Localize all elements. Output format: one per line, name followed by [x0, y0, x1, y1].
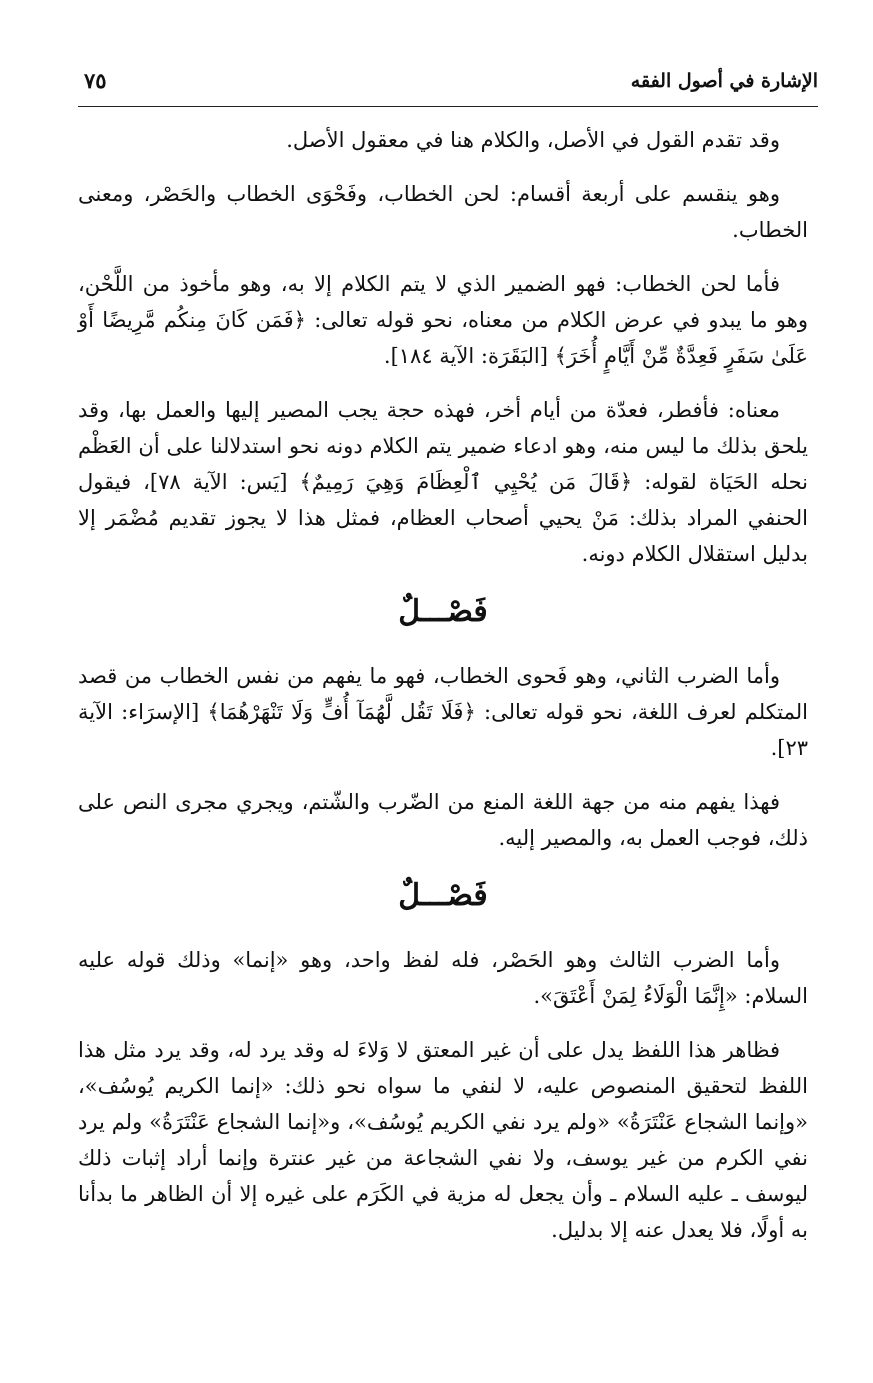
paragraph: فظاهر هذا اللفظ يدل على أن غير المعتق لا وَلاءَ له وقد يرد له، وقد يرد مثل هذا اللفظ لتحقيق المنصوص عليه، لا لنفي ما سواه نحو ذلك: «إنما الكريم يُوسُف»، «وإنما الشجاع عَنْتَرَةُ» «ولم يرد نفي الكريم يُوسُف»، و«إنما الشجاع عَنْتَرَةُ» ولم يرد نفي الكرم من غير يوسف، ولا نفي الشجاعة من غير عنترة وإنما أراد إثبات ذلك ليوسف ـ عليه السلام ـ وأن يجعل له مزية في الكَرَم على غيره إلا أن الظاهر ما بدأنا به أولًا، فلا يعدل عنه إلا بدليل.: [78, 1038, 808, 1242]
paragraph: فهذا يفهم منه من جهة اللغة المنع من الضّرب والشّتم، ويجري مجرى النص على ذلك، فوجب العمل به، والمصير إليه.: [78, 790, 808, 850]
running-header: [78, 60, 818, 107]
page-number: ٧٥: [84, 68, 107, 93]
paragraph: فأما لحن الخطاب: فهو الضمير الذي لا يتم الكلام إلا به، وهو مأخوذ من اللَّحْن، وهو ما يبدو في عرض الكلام من معناه، نحو قوله تعالى: ﴿فَمَن كَانَ مِنكُم مَّرِيضًا أَوْ عَلَىٰ سَفَرٍ فَعِدَّةٌ مِّنْ أَيَّامٍ أُخَرَ﴾ [البَقَرَة: الآية ١٨٤].: [78, 272, 808, 368]
paragraph: معناه: فأفطر، فعدّة من أيام أخر، فهذه حجة يجب المصير إليها والعمل بها، وقد يلحق بذلك ما ليس منه، وهو ادعاء ضمير يتم الكلام دونه نحو استدلالنا على أن العَظْم نحله الحَيَاة لقوله: ﴿قَالَ مَن يُحْيِي ٱلْعِظَامَ وَهِيَ رَمِيمٌ﴾ [يَس: الآية ٧٨]، فيقول الحنفي المراد بذلك: مَنْ يحيي أصحاب العظام، فمثل هذا لا يجوز تقديم مُضْمَر إلا بدليل استقلال الكلام دونه.: [78, 398, 808, 566]
paragraph: وأما الضرب الثاني، وهو فَحوى الخطاب، فهو ما يفهم من نفس الخطاب من قصد المتكلم لعرف اللغة، نحو قوله تعالى: ﴿فَلَا تَقُل لَّهُمَآ أُفٍّ وَلَا تَنْهَرْهُمَا﴾ [الإسرَاء: الآية ٢٣].: [78, 664, 808, 760]
paragraph: وقد تقدم القول في الأصل، والكلام هنا في معقول الأصل.: [286, 128, 780, 152]
paragraph: وأما الضرب الثالث وهو الحَصْر، فله لفظ واحد، وهو «إنما» وذلك قوله عليه السلام: «إِنَّمَا الْوَلَاءُ لِمَنْ أَعْتَقَ».: [78, 948, 808, 1008]
paragraph: وهو ينقسم على أربعة أقسام: لحن الخطاب، وفَحْوَى الخطاب والحَصْر، ومعنى الخطاب.: [78, 182, 808, 242]
page-body: [78, 122, 808, 1266]
section-heading: فَصْـــلٌ: [398, 594, 488, 629]
book-title: الإشارة في أصول الفقه: [630, 70, 818, 92]
section-heading: فَصْـــلٌ: [398, 878, 488, 913]
